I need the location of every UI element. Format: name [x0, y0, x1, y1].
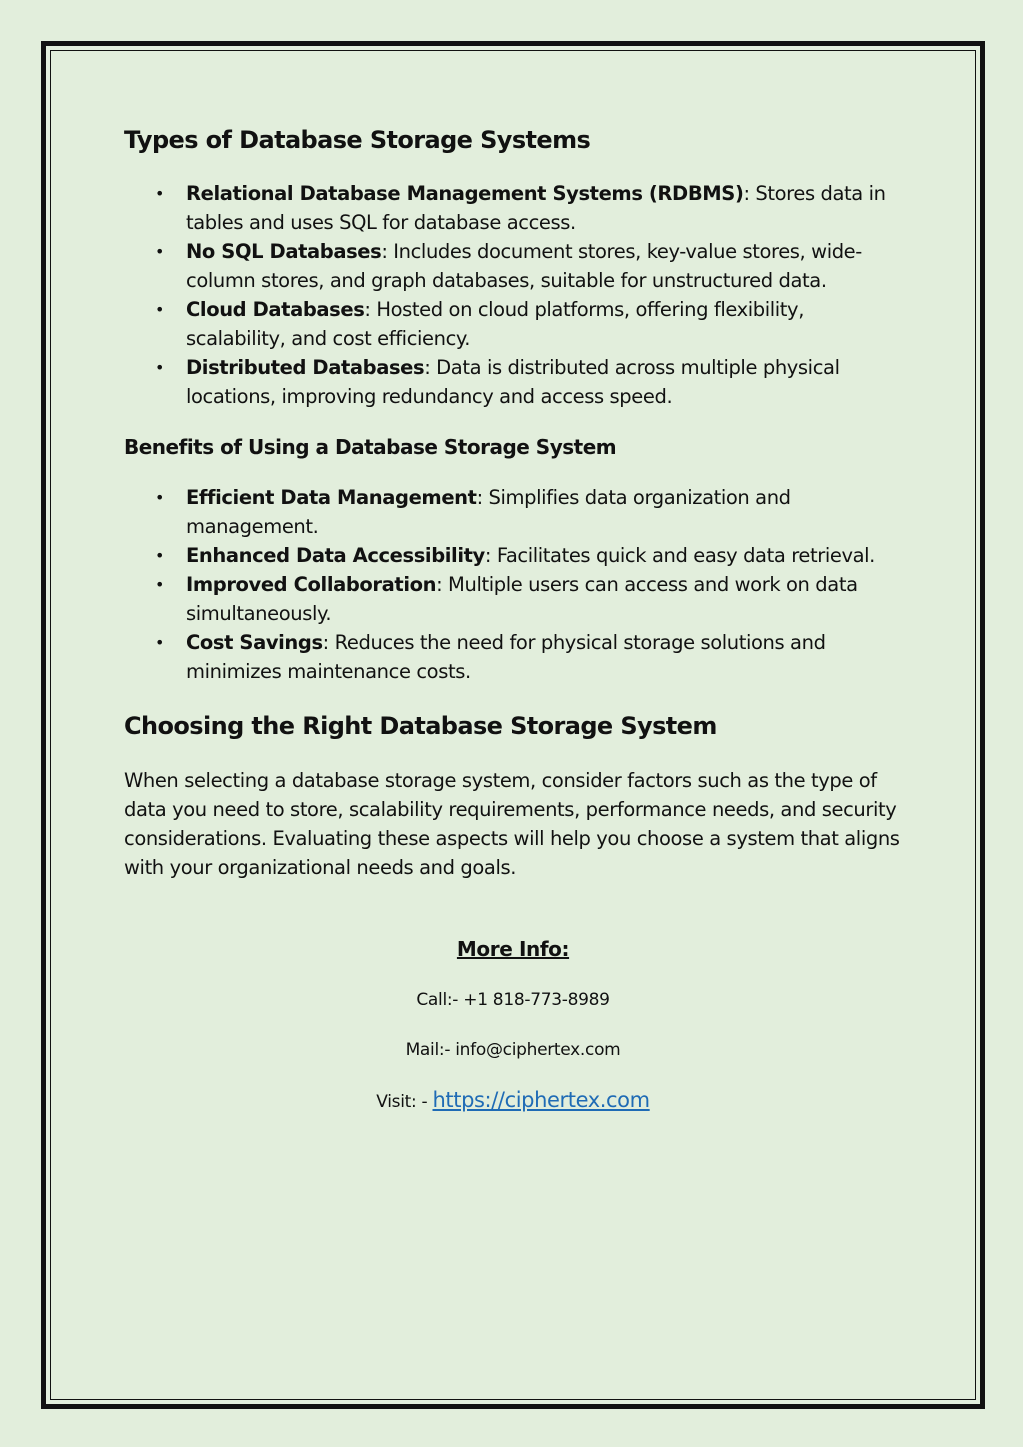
list-item — [186, 295, 904, 353]
item-term: No SQL Databases — [186, 240, 382, 263]
item-desc: : Stores data in tables and uses SQL for database access. — [186, 182, 886, 234]
item-term: Improved Collaboration — [186, 573, 437, 596]
item-term: Cost Savings — [186, 631, 323, 654]
document-body — [124, 124, 904, 882]
list-item — [186, 237, 904, 295]
item-term: Enhanced Data Accessibility — [186, 544, 485, 567]
item-term: Distributed Databases — [186, 356, 425, 379]
list-item — [186, 179, 904, 237]
item-term: Efficient Data Management — [186, 486, 477, 509]
item-desc: : Hosted on cloud platforms, offering flexibility, scalability, and cost efficiency. — [186, 298, 804, 350]
heading-types: Types of Database Storage Systems — [124, 126, 591, 154]
item-desc: : Reduces the need for physical storage solutions and minimizes maintenance costs. — [186, 631, 826, 683]
visit-line — [41, 1088, 985, 1112]
item-desc: : Includes document stores, key-value stores, wide-column stores, and graph databases, suitable for unstructured data. — [186, 240, 862, 292]
item-desc: : Facilitates quick and easy data retrieval. — [484, 544, 875, 567]
more-info-title: More Info: — [456, 937, 570, 961]
item-term: Cloud Databases — [186, 298, 365, 321]
heading-choosing: Choosing the Right Database Storage System — [124, 712, 717, 740]
item-term: Relational Database Management Systems (RDBMS) — [186, 182, 744, 205]
heading-benefits: Benefits of Using a Database Storage System — [124, 435, 617, 459]
types-list — [124, 179, 904, 411]
list-item — [186, 483, 904, 541]
list-item — [186, 541, 904, 570]
mail-line: Mail:- info@ciphertex.com — [405, 1040, 621, 1060]
visit-prefix: Visit: - — [376, 1092, 433, 1112]
call-line: Call:- +1 818-773-8989 — [416, 990, 610, 1010]
item-desc: : Multiple users can access and work on data simultaneously. — [186, 573, 858, 625]
list-item — [186, 353, 904, 411]
benefits-list — [124, 483, 904, 686]
choosing-paragraph: When selecting a database storage system, consider factors such as the type of data you need to store, scalability requirements, performance needs, and security considerations. Evaluating these aspects will help you choose a system that aligns with your organizational needs and goals. — [124, 769, 900, 879]
website-link[interactable]: https://ciphertex.com — [432, 1088, 650, 1112]
list-item — [186, 570, 904, 628]
list-item — [186, 628, 904, 686]
item-desc: : Simplifies data organization and management. — [186, 486, 791, 538]
item-desc: : Data is distributed across multiple physical locations, improving redundancy and access speed. — [186, 356, 840, 408]
